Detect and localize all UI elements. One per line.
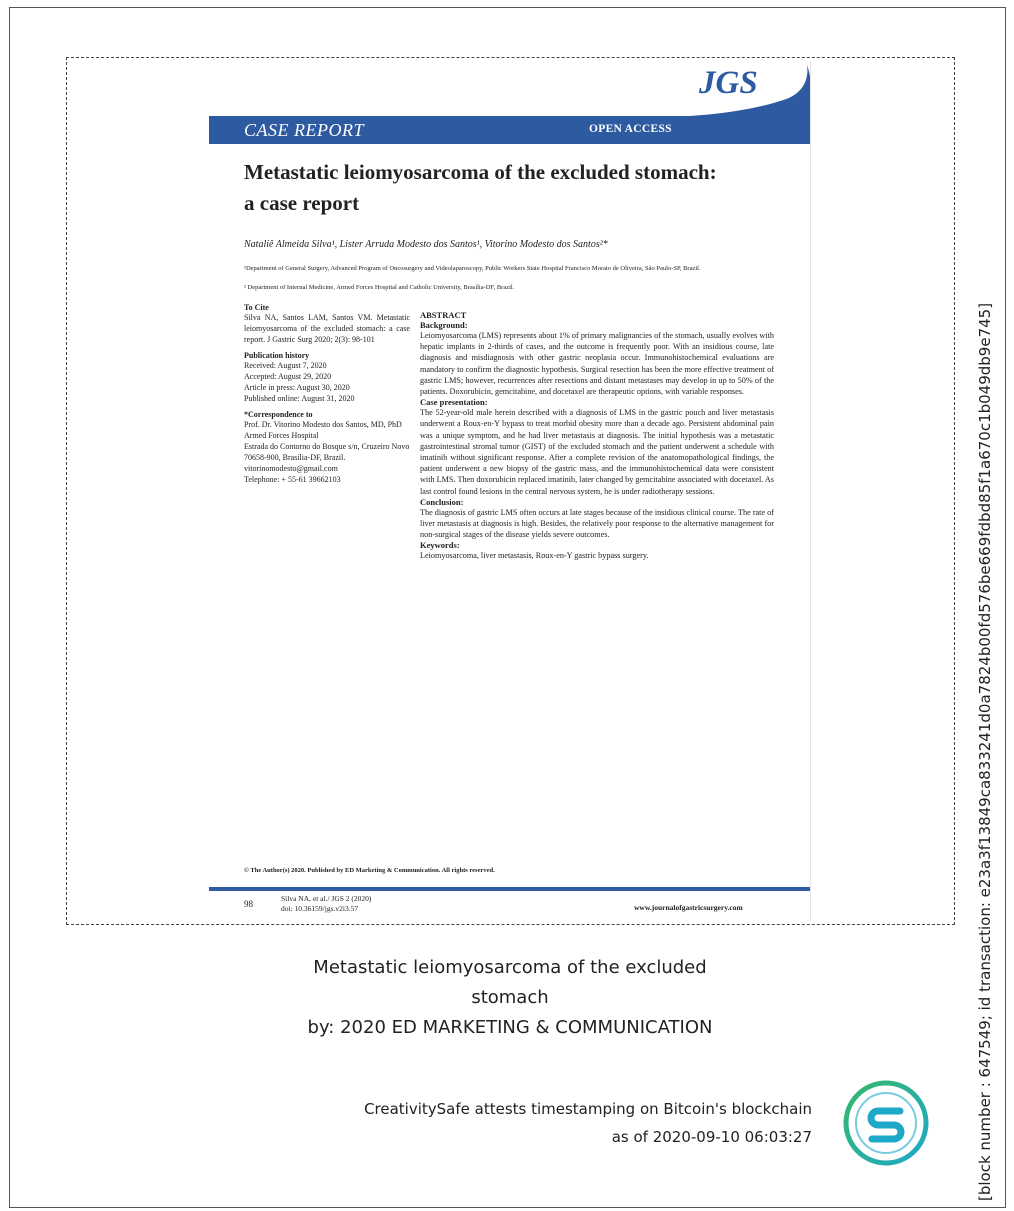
blockchain-transaction-id: [block number : 647549; id transaction: e23a3f13849ca833241d0a7824b00fd576be669fdbd85f1a670c1b049db9e745] (976, 302, 994, 1201)
correspondence-phone: Telephone: + 55-61 39662103 (244, 475, 341, 484)
cite-text: Silva NA, Santos LAM, Santos VM. Metastatic leiomyosarcoma of the excluded stomach: a case report. J Gastric Surg 2020; 2(3): 98-101 (244, 313, 410, 344)
case-heading: Case presentation: (420, 397, 488, 408)
background-heading: Background: (420, 320, 468, 330)
history-in-press: Article in press: August 30, 2020 (244, 383, 350, 392)
affiliation-1: ¹Department of General Surgery, Advanced Program of Oncosurgery and Videolaparoscopy, Public Workers State Hospital Francisco Morato de Oliveira, São Paulo-SP, Brazil. (244, 265, 701, 272)
correspondence-heading: *Correspondence to (244, 410, 313, 419)
section-banner (209, 116, 810, 144)
correspondence-email: vitorinomodesto@gmail.com (244, 464, 338, 473)
article-title-line2: a case report (244, 191, 360, 215)
history-heading: Publication history (244, 351, 310, 360)
affiliation-2: ² Department of Internal Medicine, Armed Forces Hospital and Catholic University, Brasília-DF, Brazil. (244, 284, 515, 291)
footer-citation (281, 894, 371, 914)
article-title-line1: Metastatic leiomyosarcoma of the excluded stomach: (244, 160, 717, 184)
creativitysafe-logo-icon (842, 1079, 930, 1167)
case-text: The 52-year-old male herein described with a diagnosis of LMS in the gastric pouch and liver metastasis underwent a Roux-en-Y bypass to treat morbid obesity more than a decade ago. Persistent abdominal pain was a unique symptom, and he had liver metastasis at diagnosis. The initial hypothesis was a metastatic gastrointestinal stromal tumor (GIST) of the excluded stomach and the patient underwent a schedule with imatinib without significant response. After a complete revision of the anatomopathological findings, the patient underwent a new biopsy of the gastric mass, and the immunohistochemical data were consistent with LMS. Then doxorubicin replaced imatinib, later changed by gemcitabine associated with docetaxel. As last control found lesions in the central nervous system, he is under radiotherapy sessions. (420, 408, 774, 496)
correspondence-name: Prof. Dr. Vitorino Modesto dos Santos, MD, PhD (244, 420, 402, 429)
history-published: Published online: August 31, 2020 (244, 394, 355, 403)
conclusion-heading: Conclusion: (420, 496, 464, 507)
footer-doi: doi: 10.36159/jgs.v2i3.57 (281, 904, 359, 913)
article-title (244, 157, 804, 219)
caption-title-line2: stomach (471, 987, 549, 1008)
keywords-text: Leiomyosarcoma, liver metastasis, Roux-en-Y gastric bypass surgery. (420, 551, 649, 561)
attestation-line1: CreativitySafe attests timestamping on Bitcoin's blockchain (364, 1100, 812, 1118)
keywords-heading: Keywords: (420, 540, 460, 551)
history-accepted: Accepted: August 29, 2020 (244, 372, 332, 381)
abstract-section (420, 310, 774, 562)
journal-logo: JGS (699, 65, 758, 101)
footer-citation-line1: Silva NA, et al./ JGS 2 (2020) (281, 894, 372, 903)
caption-title-line1: Metastatic leiomyosarcoma of the excluded (313, 957, 707, 978)
correspondence-institution: Armed Forces Hospital (244, 431, 319, 440)
caption-by-line: by: 2020 ED MARKETING & COMMUNICATION (307, 1017, 713, 1038)
journal-website: www.journalofgastricsurgery.com (634, 903, 743, 912)
history-received: Received: August 7, 2020 (244, 361, 327, 370)
correspondence-city: 70658-900, Brasília-DF, Brazil. (244, 453, 346, 462)
correspondence-street: Estrada do Contorno do Bosque s/n, Cruzeiro Novo (244, 442, 410, 451)
conclusion-text: The diagnosis of gastric LMS often occurs at late stages because of the insidious clinical course. The rate of liver metastasis at diagnosis is high. Besides, the relatively poor response to the alternative management for non-surgical stages of the disease yields severe outcomes. (420, 507, 774, 540)
open-access-label: OPEN ACCESS (589, 123, 672, 135)
abstract-heading: ABSTRACT (420, 310, 467, 320)
attestation-timestamp: as of 2020-09-10 06:03:27 (611, 1128, 812, 1146)
background-text: Leiomyosarcoma (LMS) represents about 1% of primary malignancies of the stomach, usually evolves with hepatic implants in 2-thirds of cases, and the outcome is frequently poor. With an insidious course, late diagnosis and misdiagnosis with other gastric neoplasia occur. Immunohistochemical evaluations are mandatory to confirm the diagnostic hypothesis. Surgical resection has been the more effective treatment of gastric LMS; however, recurrences after resections and distant metastases may develop in up to 50% of the patients. Doxorubicin, gemcitabine, and docetaxel are therapeutic options, with variable responses. (420, 331, 774, 397)
copyright-notice: © The Author(s) 2020. Published by ED Marketing & Communication. All rights reserved. (244, 867, 495, 874)
article-sidebar (244, 303, 410, 491)
article-page-preview (209, 61, 811, 921)
cite-heading: To Cite (244, 303, 269, 312)
footer-rule (209, 887, 810, 891)
case-report-label: CASE REPORT (244, 120, 364, 140)
document-caption-title (250, 953, 770, 1013)
author-list: Nataliê Almeida Silva¹, Lister Arruda Modesto dos Santos¹, Vitorino Modesto dos Santos²* (244, 239, 608, 250)
page-number: 98 (244, 899, 253, 909)
